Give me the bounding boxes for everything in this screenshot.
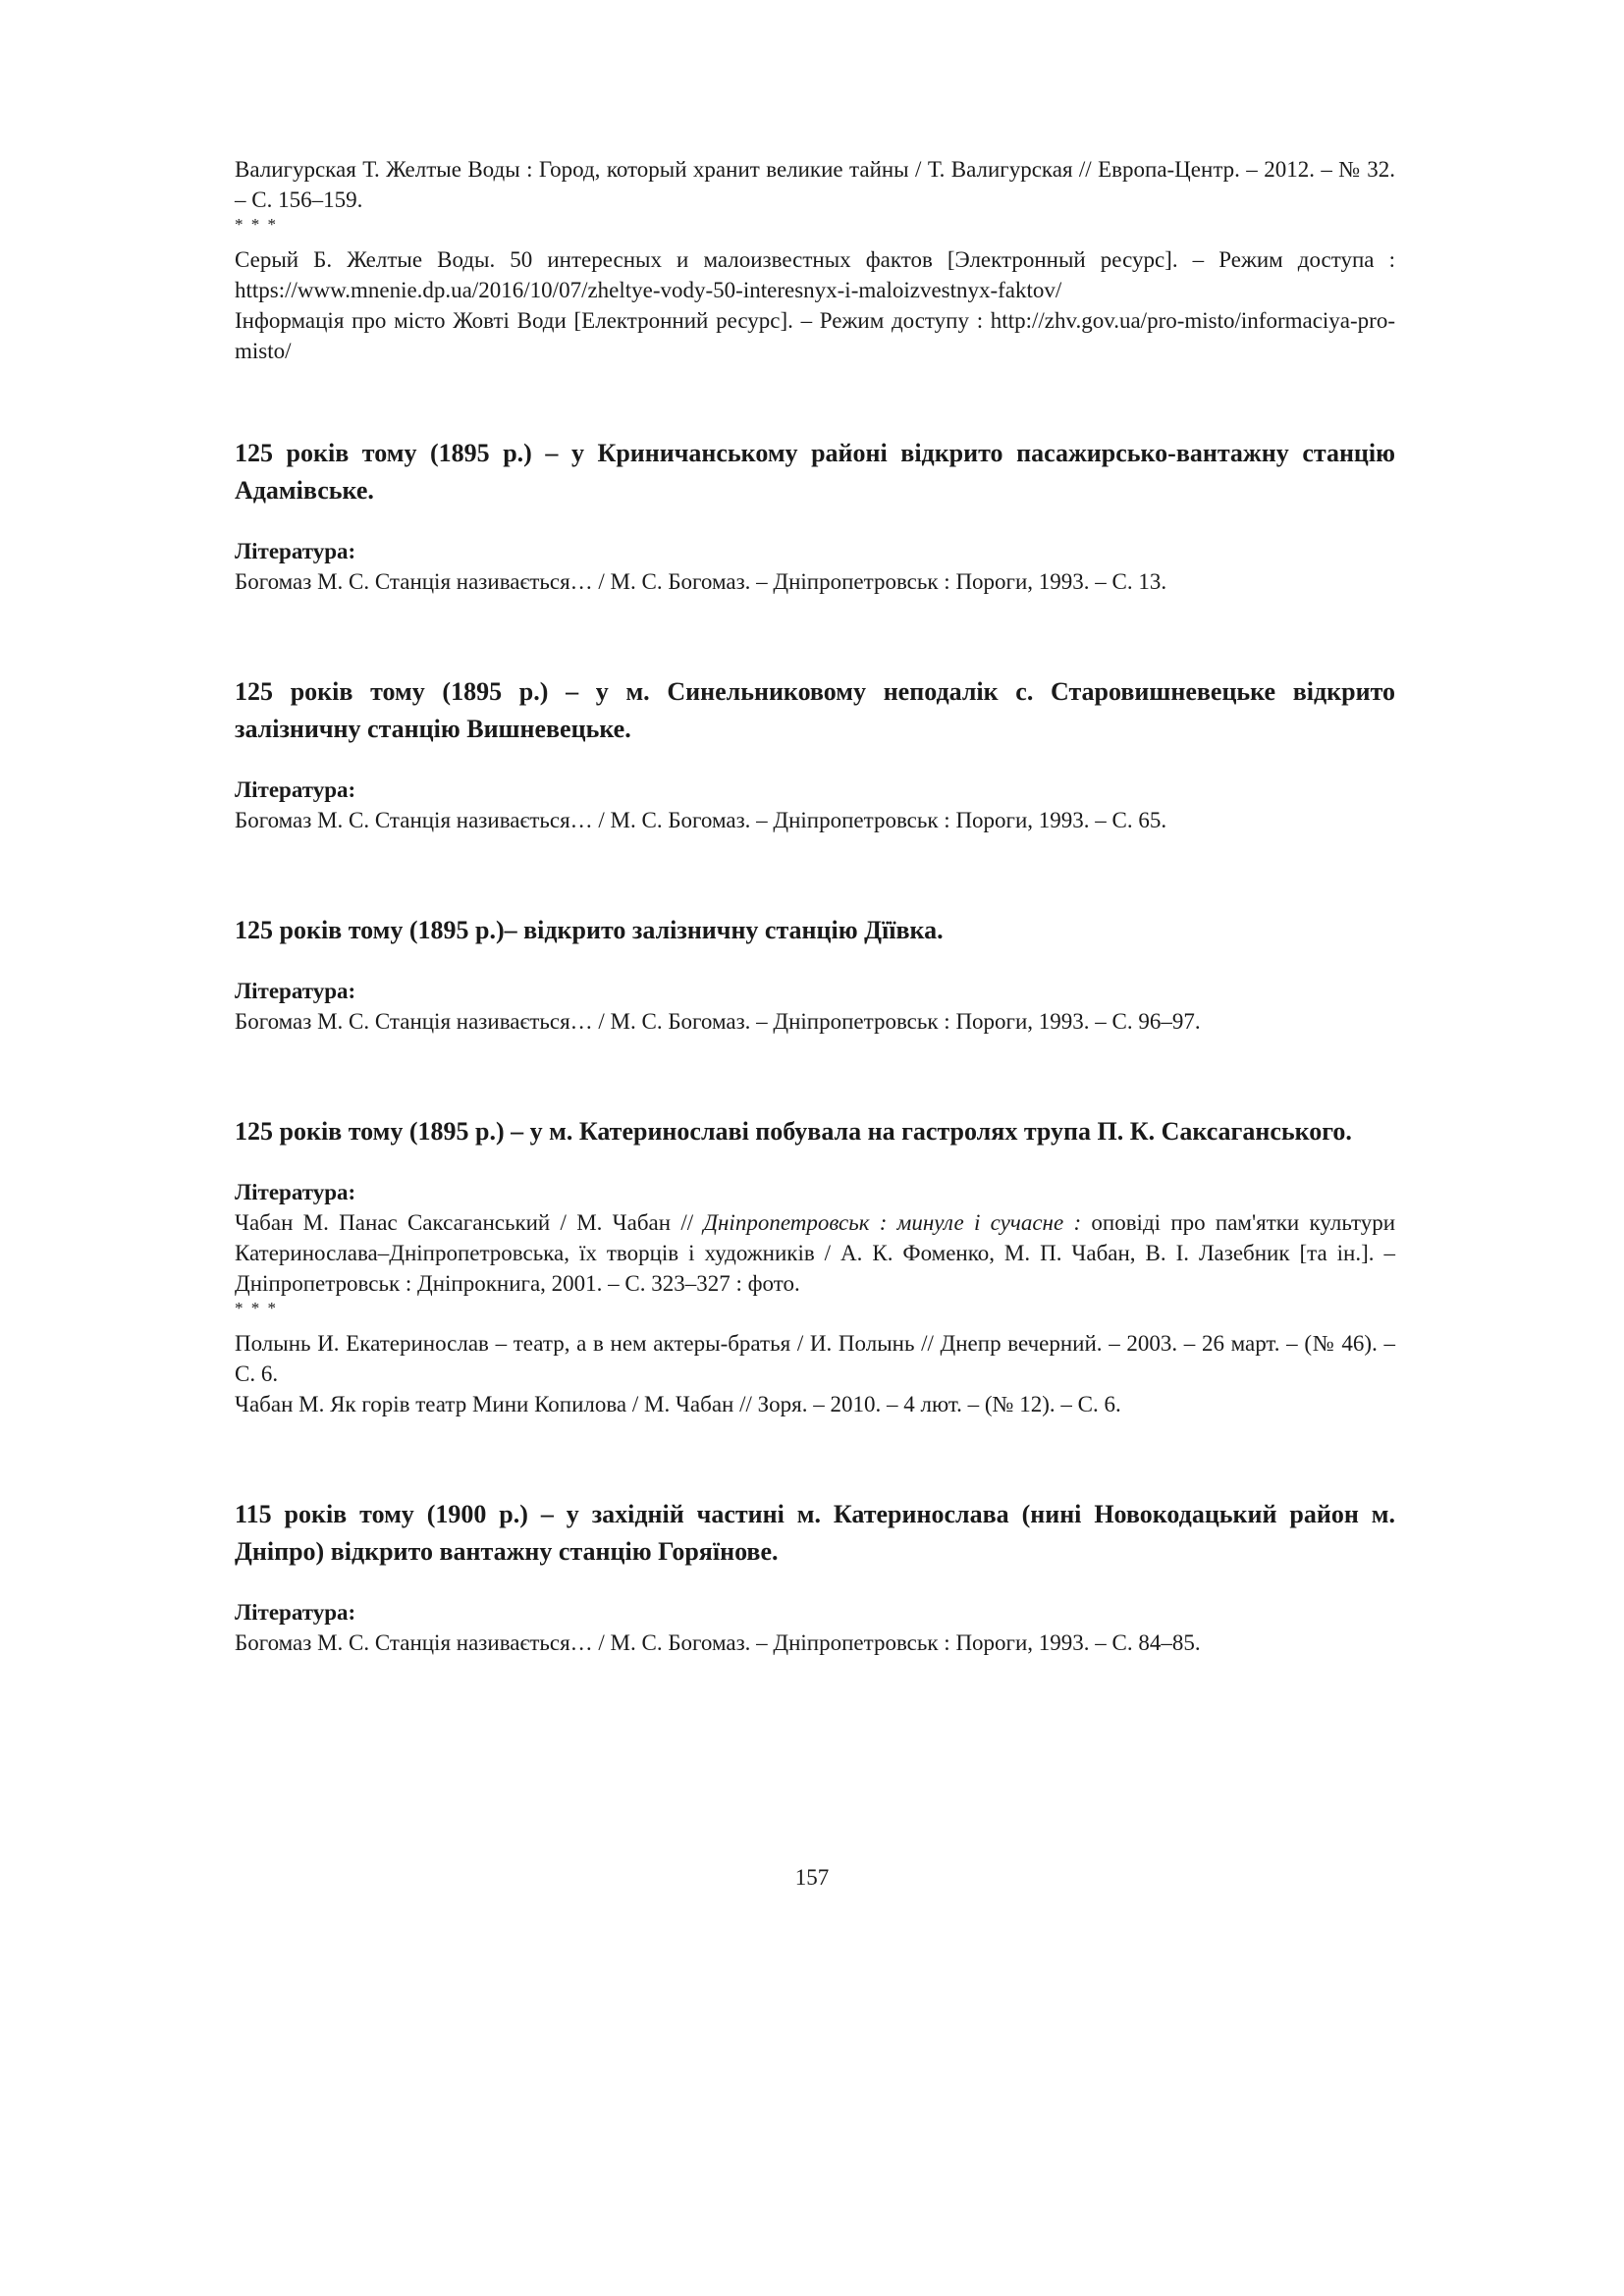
section-vyshnevetske [235, 673, 1395, 835]
reference [235, 1207, 1395, 1299]
section-horiainove [235, 1496, 1395, 1658]
intro-references [235, 154, 1395, 366]
reference: Богомаз М. С. Станція називається… / М. С. Богомаз. – Дніпропетровськ : Пороги, 1993. – С. 84–85. [235, 1630, 1201, 1655]
reference: Інформація про місто Жовті Води [Електронний ресурс]. – Режим доступу : http://zhv.gov.ua/pro-misto/informaciya-pro-misto/ [235, 308, 1395, 363]
page-content [235, 154, 1395, 1658]
section-heading: 125 років тому (1895 р.) – у м. Синельниковому неподалік с. Старовишневецьке відкрито залізничну станцію Вишневецьке. [235, 677, 1395, 743]
reference: Чабан М. Як горів театр Мини Копилова / М. Чабан // Зоря. – 2010. – 4 лют. – (№ 12). – С. 6. [235, 1392, 1121, 1416]
section-saksaganskyi [235, 1113, 1395, 1419]
section-diivka [235, 912, 1395, 1037]
reference: Богомаз М. С. Станція називається… / М. С. Богомаз. – Дніпропетровськ : Пороги, 1993. – С. 65. [235, 808, 1167, 832]
section-heading: 125 років тому (1895 р.) – у Криничанському районі відкрито пасажирсько-вантажну станцію Адамівське. [235, 439, 1395, 505]
reference: Валигурская Т. Желтые Воды : Город, который хранит великие тайны / Т. Валигурская // Европа-Центр. – 2012. – № 32. – С. 156–159. [235, 157, 1395, 212]
reference: Полынь И. Екатеринослав – театр, а в нем актеры-братья / И. Полынь // Днепр вечерний. – 2003. – 26 март. – (№ 46). – С. 6. [235, 1331, 1395, 1386]
literature-label: Література: [235, 979, 356, 1003]
reference-prefix: Чабан М. Панас Саксаганський / М. Чабан // [235, 1210, 704, 1235]
page-number: 157 [794, 1865, 830, 1890]
reference: Богомаз М. С. Станція називається… / М. С. Богомаз. – Дніпропетровськ : Пороги, 1993. – С. 13. [235, 569, 1167, 594]
section-adamivske [235, 435, 1395, 597]
reference-suffix: оповіді про пам'ятки культури Катеринослава–Дніпропетровська, їх творців і художників / А. К. Фоменко, М. П. Чабан, В. І. Лазебник [та ін.]. – Дніпропетровськ : Дніпрокнига, 2001. – С. 323–327 : фото. [235, 1210, 1395, 1296]
literature-label: Література: [235, 777, 356, 802]
separator: * * * [235, 215, 278, 234]
reference: Богомаз М. С. Станція називається… / М. С. Богомаз. – Дніпропетровськ : Пороги, 1993. – С. 96–97. [235, 1009, 1201, 1034]
reference-italic-title: Дніпропетровськ : минуле і сучасне : [703, 1210, 1082, 1235]
section-heading: 115 років тому (1900 р.) – у західній частині м. Катеринослава (нині Новокодацький район м. Дніпро) відкрито вантажну станцію Горяїнове. [235, 1500, 1395, 1566]
section-heading: 125 років тому (1895 р.)– відкрито залізничну станцію Дїївка. [235, 916, 944, 944]
section-heading: 125 років тому (1895 р.) – у м. Катеринославі побувала на гастролях трупа П. К. Саксаганського. [235, 1117, 1352, 1146]
reference: Серый Б. Желтые Воды. 50 интересных и малоизвестных фактов [Электронный ресурс]. – Режим доступа : https://www.mnenie.dp.ua/2016/10/07/zheltye-vody-50-interesnyx-i-maloizvestnyx-faktov/ [235, 247, 1395, 302]
literature-label: Література: [235, 1600, 356, 1625]
separator: * * * [235, 1299, 278, 1317]
literature-label: Література: [235, 1180, 356, 1204]
literature-label: Література: [235, 539, 356, 563]
